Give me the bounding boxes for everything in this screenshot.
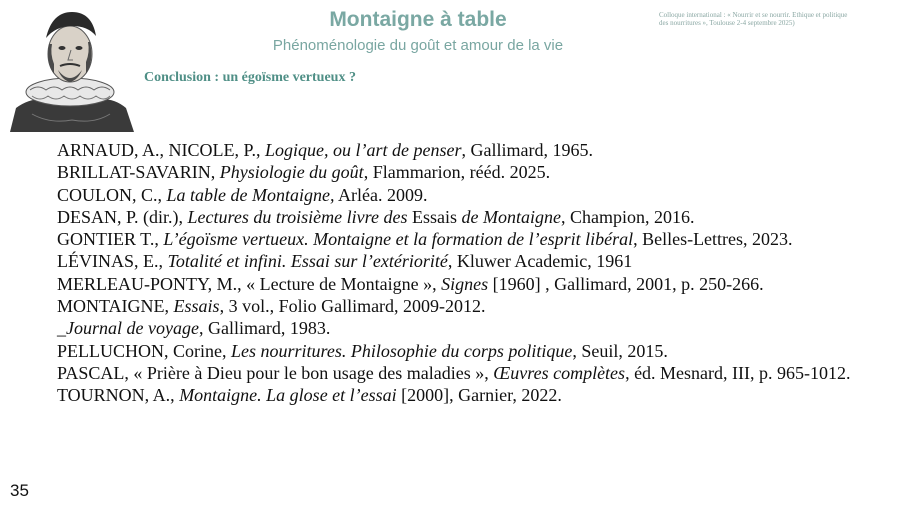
bibliography-entry: GONTIER T., L’égoïsme vertueux. Montaigne et la formation de l’esprit libéral, Belles-Lettres, 2023.: [57, 229, 793, 250]
slide-number: 35: [10, 481, 29, 500]
bibliography-entry: _Journal de voyage, Gallimard, 1983.: [57, 318, 331, 339]
bibliography-list: [57, 139, 897, 407]
bibliography-entry: PASCAL, « Prière à Dieu pour le bon usage des maladies », Œuvres complètes, éd. Mesnard, III, p. 965-1012.: [57, 362, 851, 383]
colloque-reference: [659, 11, 899, 27]
colloque-line-2: des nourritures », Toulouse 2-4 septembre 2025): [659, 19, 795, 27]
bibliography-entry: ARNAUD, A., NICOLE, P., Logique, ou l’art de penser, Gallimard, 1965.: [57, 140, 593, 160]
colloque-line-1: Colloque international : « Nourrir et se nourrir. Ethique et politique: [659, 11, 848, 19]
bibliography-entry: COULON, C., La table de Montaigne, Arléa. 2009.: [57, 184, 428, 205]
slide-title: Montaigne à table: [329, 8, 507, 31]
montaigne-portrait: [2, 4, 140, 132]
section-heading: Conclusion : un égoïsme vertueux ?: [144, 70, 356, 85]
bibliography-entry: PELLUCHON, Corine, Les nourritures. Philosophie du corps politique, Seuil, 2015.: [57, 340, 668, 361]
bibliography-entry: MONTAIGNE, Essais, 3 vol., Folio Gallimard, 2009-2012.: [57, 296, 486, 317]
slide-subtitle: Phénoménologie du goût et amour de la vie: [272, 37, 564, 54]
bibliography-entry: TOURNON, A., Montaigne. La glose et l’essai [2000], Garnier, 2022.: [57, 385, 562, 406]
bibliography-entry: DESAN, P. (dir.), Lectures du troisième livre des Essais de Montaigne, Champion, 2016.: [57, 206, 695, 227]
bibliography-entry: LÉVINAS, E., Totalité et infini. Essai sur l’extériorité, Kluwer Academic, 1961: [57, 251, 633, 272]
bibliography-entry: MERLEAU-PONTY, M., « Lecture de Montaigne », Signes [1960] , Gallimard, 2001, p. 250-266.: [57, 273, 764, 294]
bibliography-entry: BRILLAT-SAVARIN, Physiologie du goût, Flammarion, rééd. 2025.: [57, 162, 551, 183]
